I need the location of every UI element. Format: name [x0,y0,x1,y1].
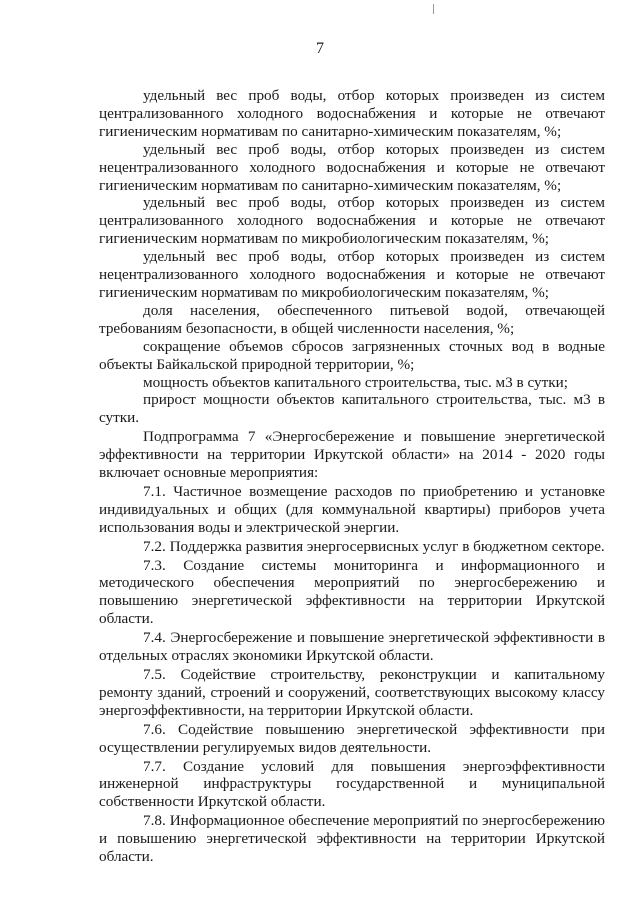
indicator-paragraph: удельный вес проб воды, отбор которых произведен из систем нецентрализованного холодного водоснабжения и которые не отвечают гигиеническим нормативам по санитарно-химическим показателям, %; [99,140,605,194]
measure-paragraph: 7.2. Поддержка развития энергосервисных услуг в бюджетном секторе. [143,537,605,555]
measure-paragraph: 7.5. Содействие строительству, реконструкции и капитальному ремонту зданий, строений и сооружений, соответствующих высокому классу энергоэффективности, на территории Иркутской области. [99,666,605,719]
measure-paragraph: 7.6. Содействие повышению энергетической эффективности при осуществлении регулируемых видов деятельности. [99,720,605,756]
indicator-paragraph: удельный вес проб воды, отбор которых произведен из систем нецентрализованного холодного водоснабжения и которые не отвечают гигиеническим нормативам по микробиологическим показателям, %; [99,248,605,301]
indicator-paragraph: прирост мощности объектов капитального строительства, тыс. м3 в сутки. [99,391,605,427]
indicator-paragraph: удельный вес проб воды, отбор которых произведен из систем централизованного холодного водоснабжения и которые не отвечают гигиеническим нормативам по санитарно-химическим показателям, %; [99,87,605,140]
scan-mark [433,4,434,14]
subprogram-intro-paragraph: Подпрограмма 7 «Энергосбережение и повышение энергетической эффективности на территории Иркутской области» на 2014 - 2020 годы включает основные мероприятия: [99,428,605,482]
measure-paragraph: 7.3. Создание системы мониторинга и информационного и методического обеспечения мероприятий по энергосбережению и повышению энергетической эффективности на территории Иркутской области. [99,556,605,628]
indicator-paragraph: мощность объектов капитального строительства, тыс. м3 в сутки; [143,373,569,391]
page-number: 7 [316,40,324,57]
indicator-paragraph: сокращение объемов сбросов загрязненных сточных вод в водные объекты Байкальской природной территории, %; [99,337,605,373]
indicator-paragraph: доля населения, обеспеченного питьевой водой, отвечающей требованиям безопасности, в общей численности населения, %; [99,301,605,337]
measure-paragraph: 7.7. Создание условий для повышения энергоэффективности инженерной инфраструктуры государственной и муниципальной собственности Иркутской области. [99,757,605,811]
measure-paragraph: 7.1. Частичное возмещение расходов по приобретению и установке индивидуальных и общих (для коммунальной квартиры) приборов учета использования воды и электрической энергии. [99,482,605,536]
indicator-paragraph: удельный вес проб воды, отбор которых произведен из систем централизованного холодного водоснабжения и которые не отвечают гигиеническим нормативам по микробиологическим показателям, %; [99,194,605,248]
measure-paragraph: 7.8. Информационное обеспечение мероприятий по энергосбережению и повышению энергетической эффективности на территории Иркутской области. [99,812,605,866]
measure-paragraph: 7.4. Энергосбережение и повышение энергетической эффективности в отдельных отраслях экономики Иркутской области. [99,629,605,665]
document-body [99,87,605,866]
